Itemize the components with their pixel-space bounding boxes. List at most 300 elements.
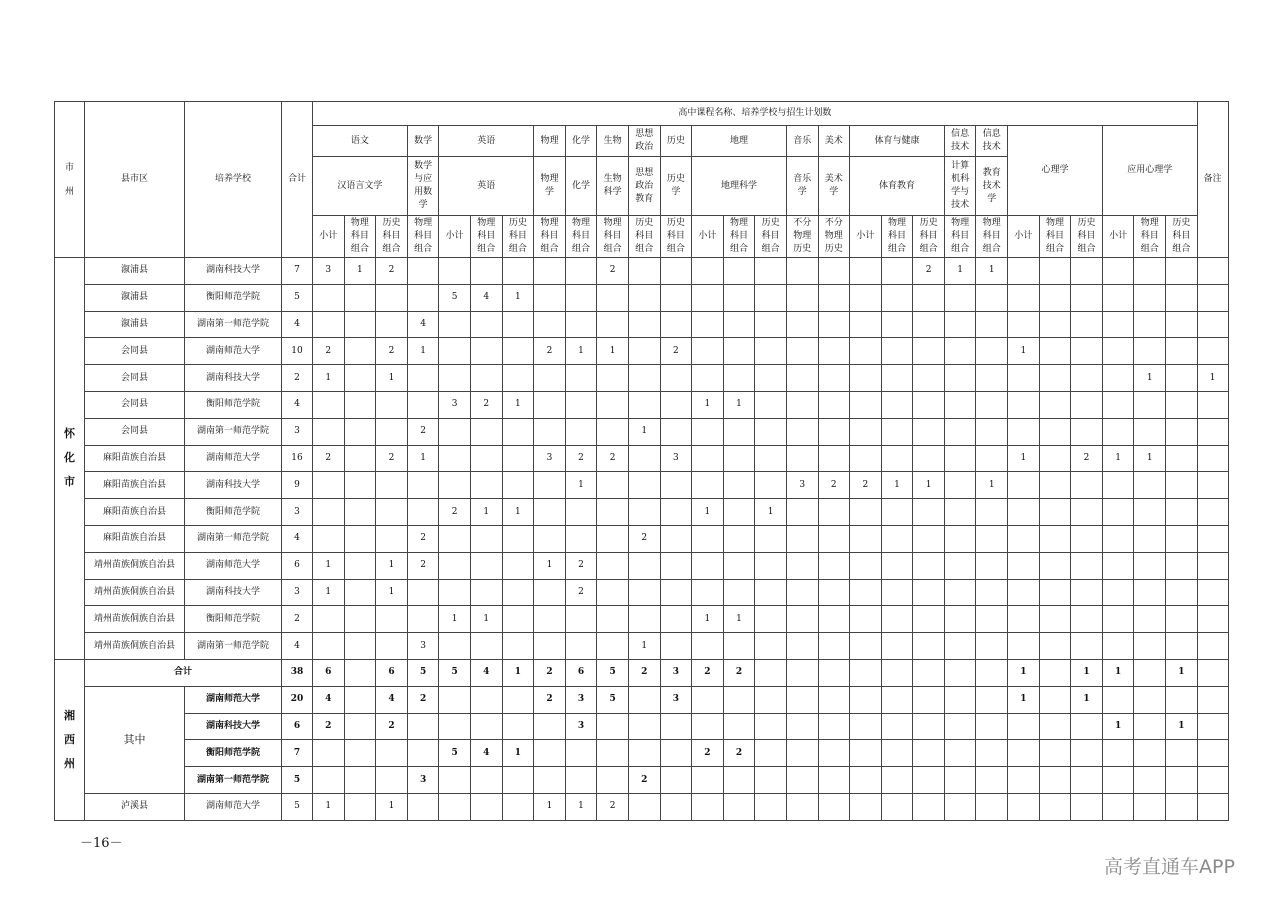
table-cell: 1	[723, 391, 755, 418]
table-cell	[1102, 499, 1134, 526]
header-subcol: 历史 科目 组合	[628, 216, 660, 258]
table-cell	[565, 258, 597, 285]
table-cell	[1102, 767, 1134, 794]
header-subcol: 物理 科目 组合	[1134, 216, 1166, 258]
table-row	[55, 418, 1229, 445]
table-cell	[313, 767, 345, 794]
table-cell	[850, 740, 882, 767]
table-cell: 1	[976, 258, 1008, 285]
table-row	[55, 258, 1229, 285]
table-cell	[1102, 606, 1134, 633]
table-cell: 2	[470, 391, 502, 418]
header-school: 培养学校	[185, 102, 282, 258]
table-cell: 1	[1134, 445, 1166, 472]
table-cell	[534, 391, 566, 418]
table-cell	[755, 767, 787, 794]
table-cell: 1	[1102, 445, 1134, 472]
table-cell	[313, 472, 345, 499]
table-cell	[1197, 445, 1228, 472]
table-cell	[502, 445, 534, 472]
table-cell	[1166, 686, 1198, 713]
table-cell	[692, 311, 724, 338]
table-cell	[470, 311, 502, 338]
table-cell	[565, 633, 597, 660]
table-cell: 1	[565, 338, 597, 365]
table-cell: 1	[1197, 365, 1228, 392]
school-cell: 湖南第一师范学院	[185, 418, 282, 445]
table-cell	[1166, 552, 1198, 579]
table-cell	[881, 767, 913, 794]
table-cell	[439, 365, 471, 392]
table-cell	[1134, 793, 1166, 820]
table-cell	[628, 606, 660, 633]
header-major: 物理 学	[534, 157, 566, 216]
table-cell	[344, 552, 376, 579]
table-cell	[1008, 365, 1040, 392]
table-row	[55, 338, 1229, 365]
table-cell	[944, 686, 976, 713]
table-cell	[1134, 606, 1166, 633]
table-cell	[313, 499, 345, 526]
table-cell: 2	[565, 552, 597, 579]
table-cell	[881, 606, 913, 633]
table-cell	[976, 338, 1008, 365]
table-cell	[881, 740, 913, 767]
table-cell	[344, 793, 376, 820]
table-cell	[723, 418, 755, 445]
table-cell	[881, 258, 913, 285]
table-cell	[407, 579, 439, 606]
county-cell: 泸溪县	[85, 793, 185, 820]
table-cell	[692, 284, 724, 311]
table-cell	[534, 499, 566, 526]
table-cell	[1039, 713, 1071, 740]
table-cell	[818, 713, 850, 740]
table-cell	[502, 338, 534, 365]
table-cell	[502, 525, 534, 552]
table-cell	[597, 552, 629, 579]
header-major: 美术 学	[818, 157, 850, 216]
table-cell	[628, 445, 660, 472]
table-cell	[376, 284, 408, 311]
school-cell: 衡阳师范学院	[185, 391, 282, 418]
table-cell	[944, 391, 976, 418]
table-cell	[534, 418, 566, 445]
table-cell	[786, 767, 818, 794]
table-cell	[439, 338, 471, 365]
table-cell	[407, 793, 439, 820]
table-cell	[1134, 472, 1166, 499]
table-cell	[565, 418, 597, 445]
total-cell: 20	[282, 686, 313, 713]
table-cell: 1	[755, 499, 787, 526]
table-cell	[723, 552, 755, 579]
table-cell	[1071, 472, 1103, 499]
table-cell	[1197, 633, 1228, 660]
table-cell: 1	[1166, 713, 1198, 740]
table-cell	[1071, 258, 1103, 285]
table-cell: 1	[565, 472, 597, 499]
table-cell	[786, 525, 818, 552]
table-cell: 4	[470, 740, 502, 767]
total-cell: 4	[282, 525, 313, 552]
table-cell: 5	[439, 659, 471, 686]
table-cell	[913, 365, 945, 392]
table-cell	[850, 311, 882, 338]
table-cell: 1	[1008, 445, 1040, 472]
table-cell	[1102, 579, 1134, 606]
table-cell	[1071, 793, 1103, 820]
school-cell: 湖南第一师范学院	[185, 633, 282, 660]
table-cell	[913, 793, 945, 820]
header-major: 地理科学	[692, 157, 787, 216]
table-cell	[1071, 284, 1103, 311]
header-subcol: 物理 科目 组合	[344, 216, 376, 258]
table-cell	[439, 633, 471, 660]
table-cell: 1	[407, 338, 439, 365]
table-cell	[344, 525, 376, 552]
table-cell: 2	[597, 258, 629, 285]
table-cell: 2	[376, 338, 408, 365]
table-cell	[597, 713, 629, 740]
table-cell	[818, 552, 850, 579]
table-cell	[344, 311, 376, 338]
county-cell: 溆浦县	[85, 258, 185, 285]
table-cell	[1039, 659, 1071, 686]
header-subcol: 物理 科目 组合	[534, 216, 566, 258]
table-cell	[944, 338, 976, 365]
table-cell	[881, 525, 913, 552]
table-cell: 3	[660, 659, 692, 686]
table-cell	[818, 525, 850, 552]
page-number: －16－	[80, 836, 123, 851]
school-cell: 湖南科技大学	[185, 258, 282, 285]
total-cell: 3	[282, 418, 313, 445]
table-cell	[1197, 552, 1228, 579]
table-cell	[597, 418, 629, 445]
table-cell	[1197, 713, 1228, 740]
county-cell: 会同县	[85, 418, 185, 445]
table-cell: 4	[313, 686, 345, 713]
table-cell	[818, 633, 850, 660]
table-cell	[692, 713, 724, 740]
total-cell: 4	[282, 633, 313, 660]
table-cell	[913, 713, 945, 740]
table-cell	[1197, 659, 1228, 686]
table-cell	[628, 338, 660, 365]
table-cell	[597, 311, 629, 338]
table-cell	[786, 552, 818, 579]
table-cell	[660, 579, 692, 606]
table-cell	[470, 418, 502, 445]
total-cell: 7	[282, 258, 313, 285]
table-cell	[692, 633, 724, 660]
table-cell: 1	[313, 579, 345, 606]
qizhong-cell: 其中	[85, 686, 185, 793]
table-cell: 2	[313, 713, 345, 740]
total-cell: 16	[282, 445, 313, 472]
table-cell	[881, 311, 913, 338]
table-cell	[786, 740, 818, 767]
table-cell	[723, 472, 755, 499]
table-cell	[786, 365, 818, 392]
header-total: 合计	[282, 102, 313, 258]
table-cell	[1166, 633, 1198, 660]
table-cell	[723, 284, 755, 311]
header-subcol: 历史 科目 组合	[1166, 216, 1198, 258]
table-cell	[976, 793, 1008, 820]
table-cell	[376, 740, 408, 767]
header-subcol: 物理 科目 组合	[407, 216, 439, 258]
table-cell	[1134, 391, 1166, 418]
table-cell	[597, 633, 629, 660]
table-cell	[1134, 284, 1166, 311]
table-cell: 4	[407, 311, 439, 338]
header-major: 英语	[439, 157, 534, 216]
summary-sub-row	[55, 686, 1229, 713]
table-cell: 1	[881, 472, 913, 499]
table-cell	[1071, 499, 1103, 526]
table-cell	[976, 365, 1008, 392]
table-cell	[1166, 606, 1198, 633]
table-cell	[470, 579, 502, 606]
table-cell	[344, 284, 376, 311]
table-cell	[1197, 338, 1228, 365]
table-cell	[881, 338, 913, 365]
table-cell: 2	[534, 686, 566, 713]
table-cell	[1008, 579, 1040, 606]
table-cell	[881, 445, 913, 472]
header-subcol: 物理 科目 组合	[1039, 216, 1071, 258]
table-cell	[344, 606, 376, 633]
table-cell	[1071, 338, 1103, 365]
city-cell: 怀 化 市	[55, 258, 85, 660]
table-cell	[1134, 713, 1166, 740]
header-subcol: 小计	[1008, 216, 1040, 258]
header-county: 县市区	[85, 102, 185, 258]
table-cell	[692, 767, 724, 794]
header-major: 计算 机科 学与 技术	[944, 157, 976, 216]
school-cell: 湖南师范大学	[185, 793, 282, 820]
table-cell	[1071, 552, 1103, 579]
table-cell	[786, 499, 818, 526]
table-cell	[1197, 579, 1228, 606]
table-cell	[881, 659, 913, 686]
table-cell	[344, 740, 376, 767]
table-cell	[1197, 740, 1228, 767]
county-cell: 会同县	[85, 365, 185, 392]
table-cell	[913, 311, 945, 338]
table-cell	[850, 525, 882, 552]
table-cell	[850, 338, 882, 365]
table-cell	[692, 338, 724, 365]
table-cell	[628, 311, 660, 338]
table-cell	[534, 284, 566, 311]
table-cell	[976, 740, 1008, 767]
table-cell	[1134, 525, 1166, 552]
table-cell: 1	[723, 606, 755, 633]
table-row	[55, 311, 1229, 338]
table-cell	[660, 767, 692, 794]
table-cell	[818, 606, 850, 633]
table-cell	[944, 633, 976, 660]
table-cell	[1039, 793, 1071, 820]
table-row	[55, 606, 1229, 633]
table-cell: 1	[1008, 686, 1040, 713]
table-cell	[1039, 418, 1071, 445]
table-cell	[1166, 338, 1198, 365]
table-cell	[976, 633, 1008, 660]
table-cell	[723, 445, 755, 472]
table-cell: 2	[407, 552, 439, 579]
table-cell	[1166, 311, 1198, 338]
table-cell	[1166, 418, 1198, 445]
table-cell	[376, 472, 408, 499]
table-cell	[1102, 365, 1134, 392]
table-cell	[913, 445, 945, 472]
table-cell: 2	[439, 499, 471, 526]
table-cell	[1039, 365, 1071, 392]
table-cell	[755, 472, 787, 499]
table-cell	[913, 552, 945, 579]
table-cell: 1	[1134, 365, 1166, 392]
table-cell	[944, 445, 976, 472]
header-subcol: 物理 科目 组合	[723, 216, 755, 258]
table-cell	[660, 418, 692, 445]
table-cell	[1039, 552, 1071, 579]
table-cell	[344, 713, 376, 740]
header-subject: 体育与健康	[850, 126, 945, 157]
table-cell	[1008, 740, 1040, 767]
school-cell: 湖南师范大学	[185, 338, 282, 365]
table-cell	[786, 713, 818, 740]
table-cell: 2	[660, 338, 692, 365]
table-cell	[439, 767, 471, 794]
table-cell	[1166, 767, 1198, 794]
header-major: 汉语言文学	[313, 157, 408, 216]
table-cell	[818, 659, 850, 686]
table-cell	[818, 793, 850, 820]
table-cell	[850, 445, 882, 472]
table-cell	[1197, 472, 1228, 499]
table-cell	[850, 793, 882, 820]
table-cell	[597, 391, 629, 418]
table-cell	[1039, 284, 1071, 311]
table-cell	[1008, 713, 1040, 740]
table-cell	[850, 659, 882, 686]
watermark: 高考直通车APP	[1104, 856, 1235, 878]
table-cell	[1071, 633, 1103, 660]
table-cell	[944, 606, 976, 633]
table-cell	[850, 418, 882, 445]
table-cell	[534, 579, 566, 606]
table-cell	[628, 499, 660, 526]
table-cell	[755, 713, 787, 740]
table-cell	[344, 365, 376, 392]
table-cell	[660, 606, 692, 633]
table-cell	[1071, 391, 1103, 418]
table-cell	[344, 472, 376, 499]
table-cell	[1071, 767, 1103, 794]
header-main-title: 高中课程名称、培养学校与招生计划数	[313, 102, 1198, 126]
table-cell	[628, 552, 660, 579]
table-cell: 2	[565, 445, 597, 472]
table-cell	[534, 606, 566, 633]
table-cell	[1008, 606, 1040, 633]
table-cell	[502, 793, 534, 820]
total-cell: 10	[282, 338, 313, 365]
table-cell	[850, 552, 882, 579]
table-cell	[944, 499, 976, 526]
table-cell: 1	[502, 659, 534, 686]
table-cell	[1134, 686, 1166, 713]
table-cell	[755, 284, 787, 311]
table-cell	[913, 525, 945, 552]
table-cell	[786, 659, 818, 686]
table-cell	[407, 258, 439, 285]
table-cell: 1	[502, 499, 534, 526]
table-cell	[660, 258, 692, 285]
table-cell	[976, 686, 1008, 713]
table-cell	[1008, 525, 1040, 552]
table-cell	[1039, 767, 1071, 794]
table-cell	[723, 338, 755, 365]
table-cell: 1	[313, 552, 345, 579]
table-cell: 1	[1008, 659, 1040, 686]
table-row	[55, 445, 1229, 472]
table-cell	[470, 258, 502, 285]
table-cell	[723, 311, 755, 338]
table-cell	[881, 418, 913, 445]
header-row	[55, 102, 1229, 126]
table-cell	[755, 659, 787, 686]
table-cell	[944, 525, 976, 552]
table-cell	[1008, 472, 1040, 499]
table-cell	[850, 713, 882, 740]
table-cell	[628, 284, 660, 311]
table-cell	[692, 525, 724, 552]
total-cell: 2	[282, 365, 313, 392]
table-cell: 3	[534, 445, 566, 472]
table-cell	[565, 391, 597, 418]
table-cell	[660, 793, 692, 820]
table-cell	[1134, 552, 1166, 579]
table-cell	[818, 365, 850, 392]
table-cell	[881, 365, 913, 392]
table-cell	[1166, 258, 1198, 285]
table-cell	[313, 633, 345, 660]
table-cell: 3	[786, 472, 818, 499]
table-cell: 1	[1166, 659, 1198, 686]
table-cell	[1102, 258, 1134, 285]
table-cell	[344, 579, 376, 606]
table-cell	[1008, 284, 1040, 311]
table-cell	[1039, 633, 1071, 660]
table-cell: 2	[534, 659, 566, 686]
table-cell	[534, 767, 566, 794]
table-cell	[313, 740, 345, 767]
table-cell	[818, 445, 850, 472]
table-cell	[439, 713, 471, 740]
table-cell	[1102, 525, 1134, 552]
table-cell	[944, 579, 976, 606]
school-cell: 湖南师范大学	[185, 686, 282, 713]
table-cell	[723, 713, 755, 740]
table-cell	[1166, 445, 1198, 472]
school-cell: 湖南科技大学	[185, 472, 282, 499]
school-cell: 湖南师范大学	[185, 445, 282, 472]
table-cell	[1166, 365, 1198, 392]
